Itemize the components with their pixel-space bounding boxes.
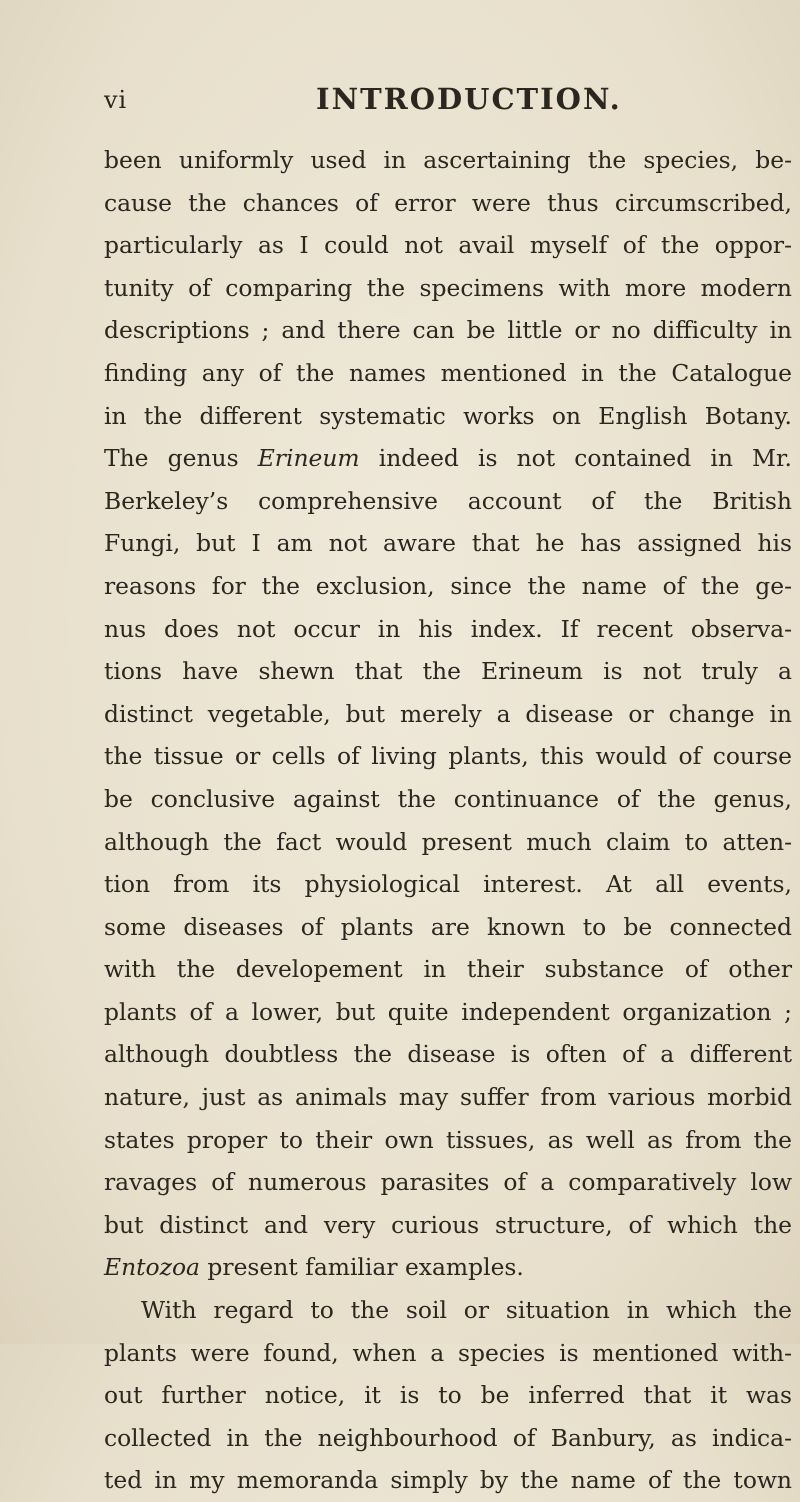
text-line: nus does not occur in his index. If recent observa- <box>104 614 792 643</box>
text-line: been uniformly used in ascertaining the species, be- <box>104 146 792 174</box>
text-line: particularly as I could not avail myself of the oppor- <box>104 231 792 260</box>
text-line: although doubtless the disease is often of a different <box>104 1040 792 1069</box>
text-line: tion from its physiological interest. At all events, <box>104 870 792 899</box>
text-fragment: The genus <box>104 444 258 473</box>
text-line: collected in the neighbourhood of Banbury, as indica- <box>104 1423 792 1452</box>
text-line <box>104 1246 792 1289</box>
text-line: with the developement in their substance of other <box>104 955 792 984</box>
text-fragment: indeed is not contained in Mr. <box>359 444 792 473</box>
italic-genus-name: Entozoa <box>104 1253 200 1282</box>
running-head <box>104 82 744 122</box>
italic-genus-name: Erineum <box>257 444 360 473</box>
text-line: but distinct and very curious structure, of which the <box>104 1210 792 1239</box>
text-line <box>104 437 792 480</box>
page-number: vi <box>104 86 128 114</box>
text-line: Fungi, but I am not aware that he has assigned his <box>104 529 792 558</box>
text-line: reasons for the exclusion, since the name of the ge- <box>104 571 792 600</box>
text-line: plants of a lower, but quite independent organization ; <box>104 997 792 1026</box>
text-line: although the fact would present much claim to atten- <box>104 827 792 856</box>
text-line: be conclusive against the continuance of the genus, <box>104 784 792 813</box>
text-line: ted in my memoranda simply by the name of the town <box>104 1466 792 1495</box>
text-line: some diseases of plants are known to be connected <box>104 912 792 941</box>
text-line: distinct vegetable, but merely a disease or change in <box>104 699 792 728</box>
text-line: nature, just as animals may suffer from various morbid <box>104 1083 792 1112</box>
text-fragment: present familiar examples. <box>199 1253 524 1282</box>
text-line: the tissue or cells of living plants, this would of course <box>104 742 792 771</box>
text-line: states proper to their own tissues, as well as from the <box>104 1125 792 1154</box>
text-line: plants were found, when a species is mentioned with- <box>104 1338 792 1367</box>
text-line: tunity of comparing the specimens with more modern <box>104 273 792 302</box>
text-line: cause the chances of error were thus circumscribed, <box>104 188 792 217</box>
body-text <box>104 139 792 1502</box>
text-line: finding any of the names mentioned in the Catalogue <box>104 358 792 387</box>
text-line: in the different systematic works on English Botany. <box>104 401 792 430</box>
text-line: out further notice, it is to be inferred that it was <box>104 1381 792 1410</box>
text-line: tions have shewn that the Erineum is not truly a <box>104 657 792 686</box>
text-line: Berkeley’s comprehensive account of the British <box>104 486 792 515</box>
text-line: ravages of numerous parasites of a comparatively low <box>104 1168 792 1197</box>
text-line: descriptions ; and there can be little or no difficulty in <box>104 316 792 345</box>
text-line: With regard to the soil or situation in which the <box>141 1296 792 1325</box>
running-title: INTRODUCTION. <box>316 82 622 116</box>
